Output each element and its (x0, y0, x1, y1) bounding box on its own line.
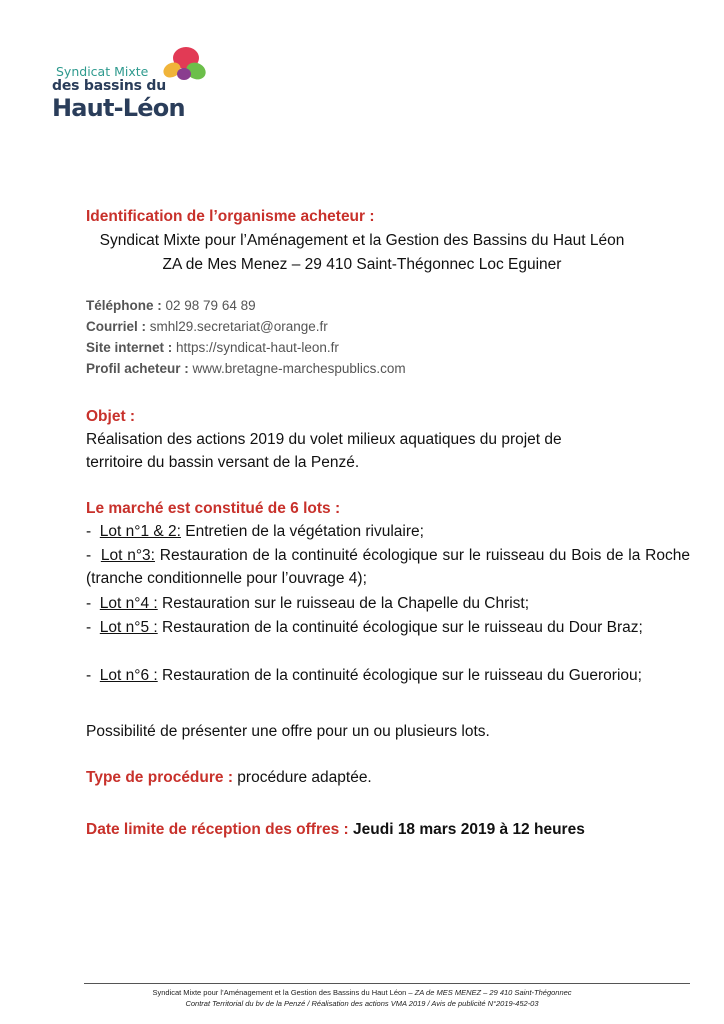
lot-text: Restauration de la continuité écologique sur le ruisseau du Bois de la Roche (tranche conditionnelle pour l’ouvrage 4); (86, 547, 690, 587)
lot-text: Restauration de la continuité écologique sur le ruisseau du Gueroriou; (157, 667, 642, 684)
deadline-line (86, 818, 585, 841)
lot-label: Lot n°1 & 2: (99, 523, 181, 540)
contact-label: Profil acheteur : (86, 361, 189, 376)
contact-phone (86, 298, 256, 313)
lot-dash: - (86, 667, 92, 684)
organisation-name: Syndicat Mixte pour l’Aménagement et la Gestion des Bassins du Haut Léon (99, 232, 625, 249)
logo-line-1: Syndicat Mixte (56, 64, 149, 79)
lot-dash: - (86, 547, 92, 564)
lot-item (86, 664, 690, 687)
procedure-label: Type de procédure : (86, 769, 233, 786)
objet-line-2: territoire du bassin versant de la Penzé. (86, 454, 360, 471)
deadline-value: Jeudi 18 mars 2019 à 12 heures (348, 821, 585, 838)
contact-buyer-profile (86, 361, 406, 376)
syndicat-logo (52, 44, 222, 124)
contact-label: Courriel : (86, 319, 147, 334)
lot-label: Lot n°6 : (99, 667, 158, 684)
identification-heading: Identification de l’organisme acheteur : (86, 208, 375, 225)
lot-item (86, 544, 690, 590)
lot-item (86, 616, 690, 639)
contact-value: 02 98 79 64 89 (161, 298, 256, 313)
contact-value[interactable]: https://syndicat-haut-leon.fr (172, 340, 339, 355)
objet-line-1: Réalisation des actions 2019 du volet milieux aquatiques du projet de (86, 431, 562, 448)
footer-line-2 (0, 999, 724, 1008)
objet-heading: Objet : (86, 408, 136, 425)
lot-text: Restauration de la continuité écologique sur le ruisseau du Dour Braz; (157, 619, 643, 636)
contact-label: Site internet : (86, 340, 173, 355)
contact-label: Téléphone : (86, 298, 162, 313)
flower-logo-icon (162, 44, 210, 84)
footer-org: Syndicat Mixte pour l’Aménagement et la Gestion des Bassins du Haut Léon – (152, 988, 415, 997)
logo-line-3: Haut-Léon (52, 94, 185, 122)
lot-dash: - (86, 523, 92, 540)
lot-text: Restauration sur le ruisseau de la Chapelle du Christ; (157, 595, 530, 612)
logo-line-2: des bassins du (52, 78, 167, 94)
footer-contract: Contrat Territorial du bv de la Penzé / Réalisation des actions VMA 2019 / Avis de publicité N°2019-452-03 (185, 999, 539, 1008)
footer-divider (84, 983, 690, 984)
contact-website (86, 340, 339, 355)
footer-line-1 (0, 988, 724, 997)
contact-email (86, 319, 328, 334)
contact-value[interactable]: smhl29.secretariat@orange.fr (146, 319, 328, 334)
deadline-label: Date limite de réception des offres : (86, 821, 349, 838)
organisation-address: ZA de Mes Menez – 29 410 Saint-Thégonnec Loc Eguiner (162, 256, 562, 273)
procedure-value: procédure adaptée. (233, 769, 372, 786)
lot-label: Lot n°3: (100, 547, 155, 564)
lot-text: Entretien de la végétation rivulaire; (180, 523, 424, 540)
lots-heading: Le marché est constitué de 6 lots : (86, 500, 341, 517)
lots-note: Possibilité de présenter une offre pour un ou plusieurs lots. (86, 723, 490, 740)
lot-label: Lot n°4 : (99, 595, 158, 612)
contact-value[interactable]: www.bretagne-marchespublics.com (188, 361, 406, 376)
procedure-line (86, 766, 372, 789)
lot-item (86, 520, 690, 543)
lot-dash: - (86, 619, 92, 636)
lot-dash: - (86, 595, 92, 612)
lot-label: Lot n°5 : (99, 619, 158, 636)
footer-address: ZA de MES MENEZ – 29 410 Saint-Thégonnec (414, 988, 572, 997)
lot-item (86, 592, 690, 615)
